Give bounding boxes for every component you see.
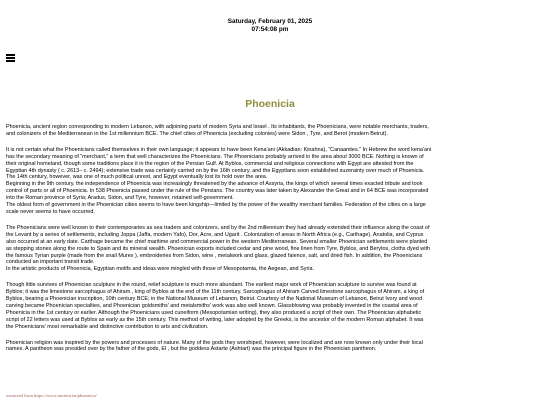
paragraph-line: conducted an important transit trade. <box>6 259 95 266</box>
paragraph-line: Egyptian 4th dynasty ( c. 2613– c. 2494); extensive trade was certainly carried on by the 16th century, and the Egyptians soon established suzerainty over much of Phoenicia. <box>6 167 425 174</box>
paragraph-line: In the artistic products of Phoenicia, Egyptian motifs and ideas were mingled with those of Mesopotamia, the Aegean, and Syria. <box>6 266 314 273</box>
paragraph-line: Though little survives of Phoenician sculpture in the round, relief sculpture is much more abundant. The earliest major work of Phoenician sculpture to survive was found at <box>6 282 417 289</box>
menu-bar <box>6 60 15 62</box>
time-text: 07:54:08 pm <box>251 26 289 33</box>
paragraph-line: the Phoenicians' most remarkable and distinctive contribution to arts and civilization. <box>6 323 209 330</box>
source-link[interactable]: extracted from https://www.ancient.eu/phoenicia/ <box>6 393 97 398</box>
paragraph-line: also occurred at an early date. Carthage became the chief maritime and commercial power in the western Mediterranean. Several smaller Phoenician settlements were planted <box>6 238 428 245</box>
article-paragraph <box>6 340 534 354</box>
paragraph-line: their original homeland, though some traditions place it in the region of the Persian Gulf. At Byblos, commercial and religious connections with Egypt are attested from the <box>6 160 414 167</box>
date-text: Saturday, February 01, 2025 <box>227 18 313 25</box>
paragraph-line: Phoenicia in the 1st century or earlier. Although the Phoenicians used cuneiform (Mesopotamian writing), they also produced a script of their own. The Phoenician alphabetic <box>6 309 422 316</box>
paragraph-line: scale never seems to have occurred. <box>6 208 95 215</box>
paragraph-line: control of parts or all of Phoenicia. In 538 Phoenicia passed under the rule of the Persians. The country was later taken by Alexander the Great and in 64 BCE was incorporated <box>6 188 429 195</box>
paragraph-line: has the secondary meaning of “merchant,” a term that well characterizes the Phoenicians. The Phoenicians probably arrived in the area about 3000 BCE. Nothing is known of <box>6 153 424 160</box>
hamburger-menu-icon[interactable] <box>6 54 15 62</box>
paragraph-line: as stepping stones along the route to Spain and its mineral wealth. Phoenician exports included cedar and pine wood, fine linen from Tyre, Byblos, and Berytos, cloths dyed with <box>6 245 430 252</box>
paragraph-line: Phoenician religion was inspired by the powers and processes of nature. Many of the gods they worshiped, however, were localized and are now known only under their local <box>6 339 423 346</box>
article-paragraph <box>6 124 534 138</box>
paragraph-line: the Levant by a series of settlements, including Joppa (Jaffa, modern Yafo), Dor, Acre, and Ugarit . Colonization of areas in North Africa (e.g., Carthage), Anatolia, and Cyprus <box>6 231 424 238</box>
paragraph-line: Beginning in the 9th century, the independence of Phoenicia was increasingly threatened by the advance of Assyria, the kings of which several times exacted tribute and took <box>6 181 423 188</box>
article-paragraph <box>6 225 534 273</box>
article-paragraph <box>6 282 534 330</box>
paragraph-line: Byblos; it was the limestone sarcophagus of Ahiram , king of Byblos at the end of the 11th century. Sarcophagus of Ahiram Carved limestone sarcophagus of Ahiram, a king of <box>6 289 425 296</box>
article-body <box>6 124 534 362</box>
paragraph-line: the famous Tyrian purple (made from the snail Murex ), embroideries from Sidon, wine , metalwork and glass, glazed faience, salt, and dried fish. In addition, the Phoenicians <box>6 252 423 259</box>
paragraph-line: It is not certain what the Phoenicians called themselves in their own language; it appears to have been Kena'ani (Akkadian: Kinahna), “Canaanites.” In Hebrew the word kena'ani <box>6 146 432 153</box>
menu-bar <box>6 57 15 59</box>
paragraph-line: carving became Phoenician specialties, and Phoenician goldsmiths' and metalsmiths' work was also well known. Glassblowing was probably invented in the coastal area of <box>6 302 418 309</box>
datetime-header <box>0 18 540 34</box>
paragraph-line: script of 22 letters was used at Byblos as early as the 15th century. This method of writing, later adopted by the Greeks, is the ancestor of the modern Roman alphabet. It was <box>6 316 424 323</box>
page-title: Phoenicia <box>245 98 295 110</box>
paragraph-line: The 14th century, however, was one of much political unrest, and Egypt eventually lost its hold over the area. <box>6 174 268 181</box>
paragraph-line: into the Roman province of Syria; Aradus, Sidon, and Tyre, however, retained self-government. <box>6 195 234 202</box>
paragraph-line: names. A pantheon was presided over by the father of the gods, El , but the goddess Astarte (Ashtart) was the principal figure in the Phoenician pantheon. <box>6 346 377 353</box>
paragraph-line: The Phoenicians were well known to their contemporaries as sea traders and colonizers, and by the 2nd millennium they had already extended their influence along the coast of <box>6 224 430 231</box>
paragraph-line: Phoenicia, ancient region corresponding to modern Lebanon, with adjoining parts of modern Syria and Israel . Its inhabitants, the Phoenicians, were notable merchants, traders, <box>6 124 429 130</box>
paragraph-line: Byblos, bearing a Phoenician inscription, 10th century BCE; in the National Museum of Lebanon, Beirut. Courtesy of the National Museum of Lebanon, Beirut Ivory and wood <box>6 296 423 303</box>
paragraph-line: and colonizers of the Mediterranean in the 1st millennium BCE. The chief cities of Phoenicia (excluding colonies) were Sidon , Tyre, and Berot (modern Beirut). <box>6 130 388 137</box>
menu-bar <box>6 54 15 56</box>
article-paragraph <box>6 147 534 216</box>
paragraph-line: The oldest form of government in the Phoenician cities seems to have been kingship—limited by the power of the wealthy merchant families. Federation of the cities on a large <box>6 202 426 209</box>
